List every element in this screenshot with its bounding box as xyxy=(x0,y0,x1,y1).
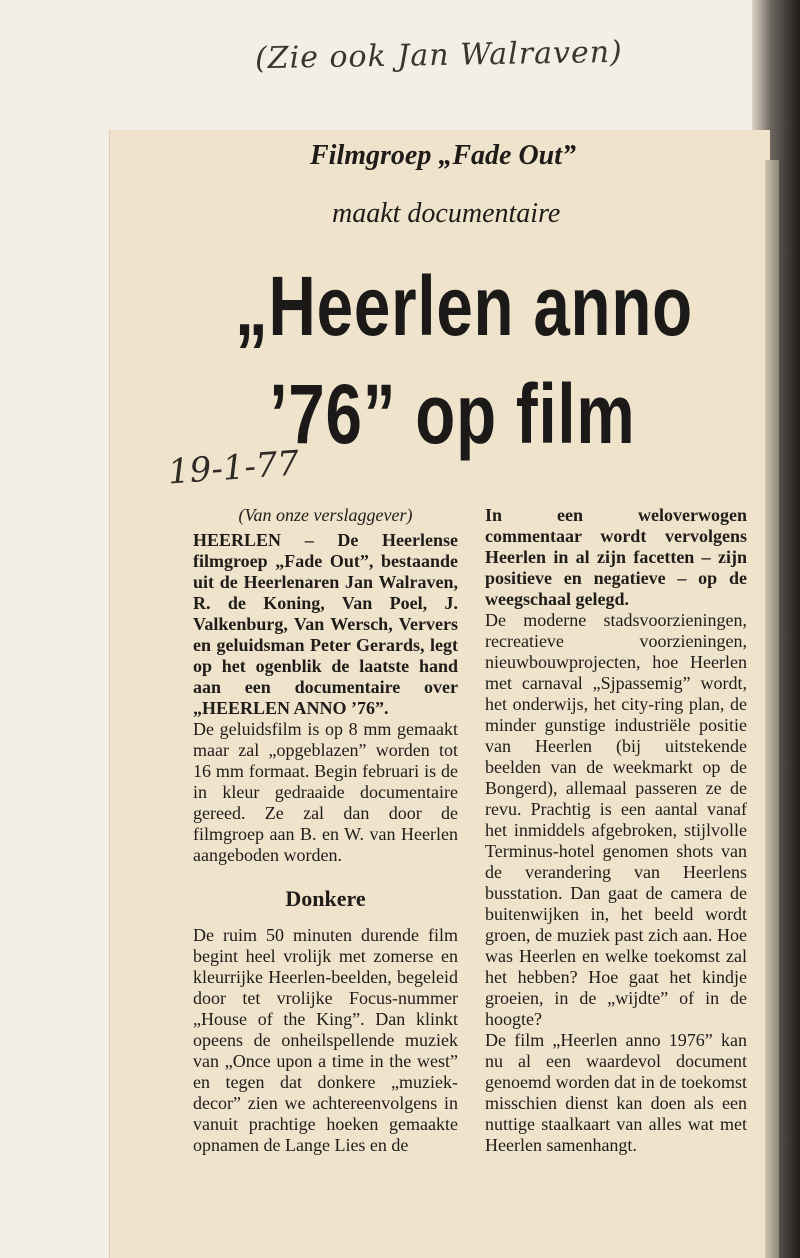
lead-paragraph: HEERLEN – De Heerlense filmgroep „Fade Out”, bestaande uit de Heerlenaren Jan Walraven, R. de Koning, Van Poel, J. Valkenburg, Van Wersch, Ververs en geluidsman Peter Gerards, legt op het ogenblik de laatste hand aan een documentaire over „HEERLEN ANNO ’76”. xyxy=(193,530,458,718)
byline: (Van onze verslaggever) xyxy=(238,505,413,525)
article-column-left xyxy=(193,505,458,1156)
headline xyxy=(235,252,693,468)
handwritten-date: 19-1-77 xyxy=(166,443,301,493)
subheading: Donkere xyxy=(285,886,366,911)
headline-line-1: „Heerlen anno xyxy=(235,259,693,353)
handwritten-note: (Zie ook Jan Walraven) xyxy=(254,34,623,77)
clipping-edge xyxy=(765,160,779,1258)
paragraph: De film „Heerlen anno 1976” kan nu al een waardevol document genoemd worden dat in de toekomst misschien dienst kan doen als een nuttige staalkaart van alles wat met Heerlen samenhangt. xyxy=(485,1030,747,1155)
paragraph-bold: In een weloverwogen commentaar wordt vervolgens Heerlen in al zijn facetten – zijn positieve en negatieve – op de weegschaal gelegd. xyxy=(485,505,747,609)
paragraph: De moderne stadsvoorzieningen, recreatieve voorzieningen, nieuwbouwprojecten, hoe Heerlen met carnaval „Sjpassemig” wordt, het onderwijs, het city-ring plan, de minder gunstige industriële positie van Heerlen (bij uitstekende beelden van de weekmarkt op de Bongerd), allemaal passeren ze de revu. Prachtig is een aantal vanaf het inmiddels afgebroken, stijlvolle Terminus-hotel genomen shots van de verandering van Heerlens busstation. Dan gaat de camera de buitenwijken in, het beeld wordt groen, de muziek past zich aan. Hoe was Heerlen en welke toekomst zal het hebben? Hoe gaat het kindje groeien, in de „wijdte” of in de hoogte? xyxy=(485,610,747,1029)
article-column-right xyxy=(485,505,747,1156)
paragraph: De geluidsfilm is op 8 mm gemaakt maar zal „opgeblazen” worden tot 16 mm formaat. Begin februari is de in kleur gedraaide documentaire gereed. Ze zal dan door de filmgroep aan B. en W. van Heerlen aangeboden worden. xyxy=(193,719,458,865)
kicker-line-2: maakt documentaire xyxy=(332,198,561,229)
paragraph: De ruim 50 minuten durende film begint heel vrolijk met zomerse en kleurrijke Heerlen-beelden, begeleid door tet vrolijke Focus-nummer „House of the King”. Dan klinkt opeens de onheilspellende muziek van „Once upon a time in the west” en tegen dat donkere „muziek-decor” zien we achtereenvolgens in vanuit prachtige hoeken gemaakte opnamen de Lange Lies en de xyxy=(193,925,458,1155)
headline-line-2: ’76” op film xyxy=(269,367,636,461)
kicker-line-1: Filmgroep „Fade Out” xyxy=(310,140,577,171)
